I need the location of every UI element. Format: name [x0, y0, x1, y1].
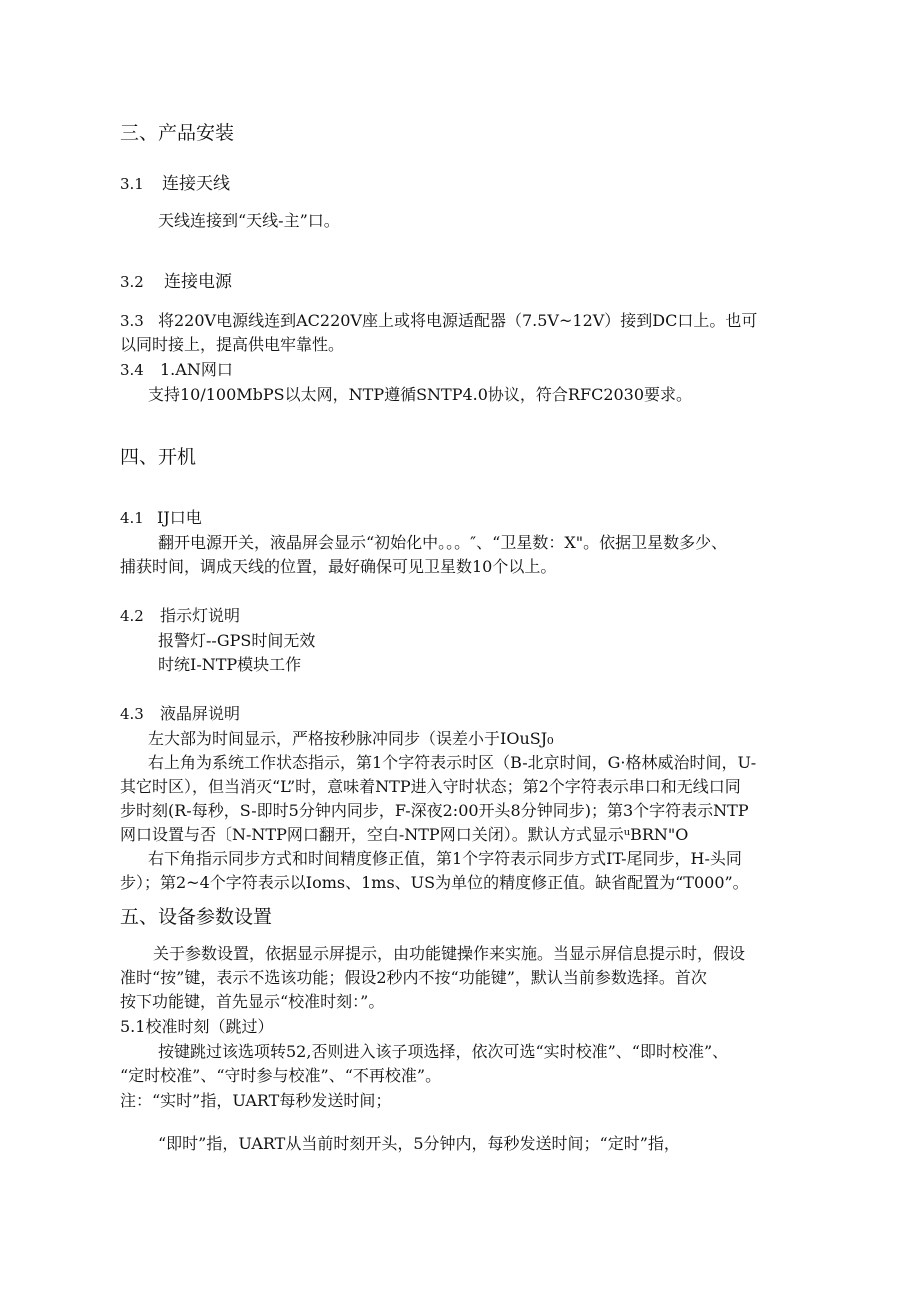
- paragraph: 时统I-NTP模块工作: [158, 655, 302, 674]
- section-title: 1.AN网口: [160, 360, 233, 379]
- paragraph-text: 将220V电源线连到AC220V座上或将电源适配器（7.5V~12V）接到DC口上。也可: [158, 311, 758, 330]
- section-4-1-heading: [120, 508, 202, 528]
- section-number: 4.1: [120, 509, 144, 527]
- section-3-2-heading: [120, 271, 232, 293]
- section-title: 连接天线: [162, 174, 230, 194]
- section-title: 液晶屏说明: [160, 704, 241, 723]
- section-4-title: 四、开机: [120, 446, 197, 468]
- paragraph: 网口设置与否〔N-NTP网口翻开，空白-NTP网口关闭）。默认方式显示ᵘBRN"O: [120, 825, 689, 844]
- section-number: 3.1: [120, 175, 144, 193]
- paragraph: 支持10/100MbPS以太网，NTP遵循SNTP4.0协议，符合RFC2030要求。: [148, 385, 693, 404]
- paragraph: 捕获时间，调成天线的位置，最好确保可见卫星数10个以上。: [120, 557, 557, 576]
- section-3-1-heading: [120, 173, 230, 195]
- section-4-3-heading: [120, 704, 240, 724]
- paragraph: 按下功能键，首先显示“校准时刻：”。: [120, 992, 385, 1011]
- paragraph: 准时“按”键，表示不选该功能；假设2秒内不按“功能键”，默认当前参数选择。首次: [120, 968, 707, 987]
- section-number: 3.4: [120, 361, 144, 379]
- section-title: IJ口电: [157, 508, 202, 527]
- paragraph: 翻开电源开关，液晶屏会显示“初始化中。。。″、“卫星数：X"。依据卫星数多少、: [158, 533, 728, 552]
- section-5-1-heading: 5.1校准时刻（跳过）: [120, 1017, 274, 1036]
- paragraph: 左大部为时间显示，严格按秒脉冲同步（误差小于IOuSJ₀: [148, 729, 554, 748]
- note: 注：“实时”指，UART每秒发送时间；: [120, 1091, 392, 1110]
- section-number: 4.2: [120, 607, 144, 625]
- paragraph: 右下角指示同步方式和时间精度修正值，第1个字符表示同步方式IT-尾同步，H-头同: [148, 849, 742, 868]
- section-number: 4.3: [120, 705, 144, 723]
- section-number: 3.3: [120, 312, 144, 330]
- section-title: 指示灯说明: [160, 606, 241, 625]
- paragraph: 按键跳过该选项转52,否则进入该子项选择，依次可选“实时校准”、“即时校准”、: [158, 1042, 729, 1061]
- paragraph: 天线连接到“天线-主”口。: [158, 211, 340, 230]
- section-3-3-line: [120, 311, 757, 331]
- paragraph: 右上角为系统工作状态指示，第1个字符表示时区（B-北京时间，G·格林威治时间，U-: [148, 753, 757, 772]
- paragraph: “即时”指，UART从当前时刻开头，5分钟内，每秒发送时间；“定时”指，: [158, 1134, 680, 1153]
- paragraph: 关于参数设置，依据显示屏提示，由功能键操作来实施。当显示屏信息提示时，假设: [153, 944, 746, 963]
- section-3-title: 三、产品安装: [120, 122, 235, 144]
- paragraph: 其它时区），但当消灭“L”时，意味着NTP进入守时状态；第2个字符表示串口和无线口同: [120, 777, 741, 796]
- paragraph: 以同时接上，提高供电牢靠性。: [120, 335, 345, 354]
- section-3-4-heading: [120, 360, 233, 380]
- paragraph: “定时校准”、“守时参与校准”、“不再校准”。: [120, 1066, 442, 1085]
- section-5-title: 五、设备参数设置: [120, 906, 273, 928]
- paragraph: 步）；第2~4个字符表示以Ioms、1ms、US为单位的精度修正值。缺省配置为“T000”。: [120, 873, 749, 892]
- section-number: 3.2: [120, 273, 144, 291]
- section-title: 连接电源: [164, 272, 232, 292]
- section-4-2-heading: [120, 606, 240, 626]
- paragraph: 步时刻(R-每秒，S-即时5分钟内同步，F-深夜2:00开头8分钟同步)；第3个字符表示NTP: [120, 801, 749, 820]
- paragraph: 报警灯--GPS时间无效: [158, 631, 316, 650]
